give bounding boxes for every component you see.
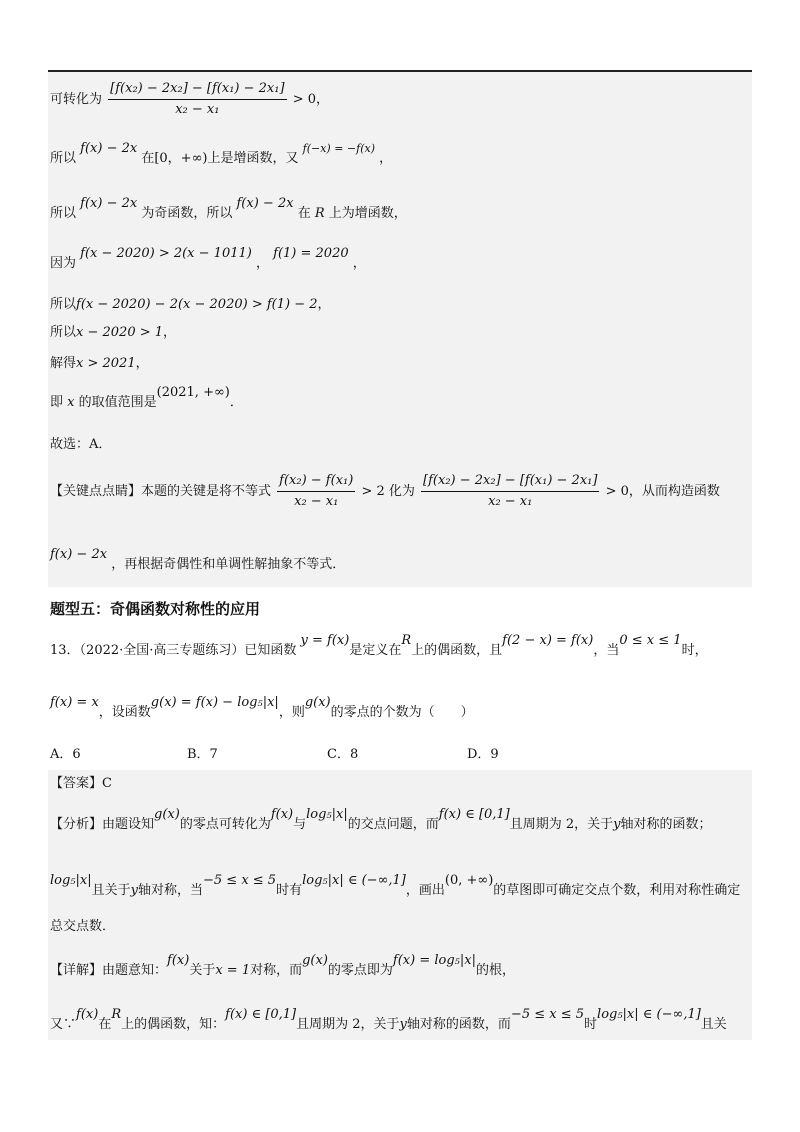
text: 所以 [50,206,77,221]
math: f(x) [270,807,294,822]
text: 的零点即为 [327,963,393,978]
text: ， [255,256,269,271]
math: log₅|x| [306,807,348,822]
text: 【答案】C [50,776,112,791]
text: ，设函数 [98,705,151,720]
text: 为奇函数，所以 [141,206,233,221]
math: f(−x) = −f(x) [302,142,375,155]
text: 上的偶函数，且 [411,643,503,658]
fraction-denominator: x₂ − x₁ [488,494,533,509]
analysis-line-2 [50,873,741,900]
math: f(x) − 2x [80,141,138,156]
text: ， [135,356,149,371]
text: 在[0，+∞)上是增函数，又 [141,151,299,166]
fraction-denominator: x₂ − x₁ [294,494,339,509]
solution-line-2 [50,141,393,168]
math: R [314,206,325,221]
math: f(1) = 2020 [273,246,349,261]
math: x − 2020 > 1 [76,325,164,340]
text: 上的偶函数，知： [121,1017,226,1032]
math: R [401,633,412,648]
text: 解得 [50,356,77,371]
text: 所以 [50,297,77,312]
option-b: B．7 [187,747,218,762]
text: 且关 [700,1017,727,1032]
text: ． [229,395,243,410]
section-heading: 题型五：奇偶函数对称性的应用 [50,600,261,618]
text: 【关键点点睛】本题的关键是将不等式 [50,484,272,499]
text: 且周期为 2，关于 [296,1017,400,1032]
option-c: C．8 [327,747,359,762]
math: f(2 − x) = f(x) [502,633,594,648]
solution-line-5 [50,296,331,314]
fraction-numerator: f(x₂) − f(x₁) [277,472,355,492]
text: 可转化为 [50,92,103,107]
math: f(x − 2020) − 2(x − 2020) > f(1) − 2 [76,297,318,312]
text: 时 [584,1017,598,1032]
text: 所以 [50,151,77,166]
text: 因为 [50,256,77,271]
math: f(x) ∈ [0,1] [225,1007,297,1022]
text: 的根， [475,963,515,978]
math: > 0 [605,484,629,499]
math: g(x) [304,695,331,710]
math: f(x − 2020) > 2(x − 1011) [80,246,252,261]
fraction [421,472,599,511]
math: y = f(x) [300,633,350,648]
text: 轴对称的函数； [620,817,712,832]
math: y [399,1017,407,1032]
math: −5 ≤ x ≤ 5 [203,873,277,888]
text: 【分析】由题设知 [50,817,155,832]
text: 又∵ [50,1017,77,1032]
math: g(x) [302,953,328,968]
text: 在 [297,206,311,221]
text: 故选：A． [50,437,112,452]
math: g(x) [154,807,180,822]
math: f(x) = x [50,695,99,710]
inequality: > 0， [292,92,329,107]
math: R [111,1007,122,1022]
problem-line-2 [50,695,474,722]
fraction-numerator: [f(x₂) − 2x₂] − [f(x₁) − 2x₁] [421,472,599,492]
solution-line-1 [50,80,329,119]
option-d: D．9 [467,747,499,762]
math: (2021, +∞) [156,385,230,400]
text: 时有 [276,883,303,898]
text: 是定义在 [349,643,402,658]
answer-label [50,775,112,793]
text: 【详解】由题意知： [50,963,168,978]
text: 的取值范围是 [78,395,157,410]
text: 的交点问题，而 [347,817,439,832]
math: 0 ≤ x ≤ 1 [619,633,682,648]
math: −5 ≤ x ≤ 5 [510,1007,585,1022]
solution-line-4 [50,246,366,273]
math: > 2 [361,484,385,499]
analysis-line-3 [50,918,115,936]
fraction-numerator: [f(x₂) − 2x₂] − [f(x₁) − 2x₁] [108,80,286,100]
math: log₅|x| ∈ (−∞,1] [597,1007,701,1022]
math: y [130,883,138,898]
text: ， [317,297,331,312]
text: ，当 [593,643,620,658]
math: f(x) − 2x [50,547,108,562]
math: x > 2021 [76,356,136,371]
analysis-line-1 [50,807,712,834]
text: 所以 [50,325,77,340]
solution-line-3 [50,196,407,223]
math: f(x) = log₅|x| [392,953,476,968]
text: 在 [98,1017,112,1032]
text: ，则 [278,705,305,720]
text: 对称，而 [250,963,303,978]
text: 上为增函数， [328,206,407,221]
math: x [67,395,75,410]
text: 的草图即可确定交点个数，利用对称性确定 [493,883,741,898]
text: 与 [293,817,307,832]
text: 的零点可转化为 [179,817,271,832]
problem-line-1 [50,633,708,660]
text: 轴对称，当 [137,883,203,898]
math: log₅|x| ∈ (−∞,1] [302,873,406,888]
text: 且周期为 2，关于 [509,817,614,832]
solution-line-9 [50,436,111,454]
math: log₅|x| [50,873,92,888]
text: ， [379,151,393,166]
text: ， [352,256,366,271]
detail-line-1 [50,953,515,980]
text: 且关于 [91,883,131,898]
text: ，从而构造函数 [628,484,720,499]
text: 的零点的个数为（ ） [330,705,474,720]
math: f(x) ∈ [0,1] [438,807,510,822]
fraction [277,472,355,511]
math: x = 1 [215,963,251,978]
text: 时， [681,643,708,658]
math: f(x) [167,953,190,968]
math: (0, +∞) [444,873,494,888]
text: 轴对称的函数，而 [406,1017,511,1032]
math: f(x) − 2x [80,196,138,211]
key-point-line-2 [50,547,346,574]
text: ， [163,325,177,340]
text: 总交点数． [50,919,116,934]
option-a: A．6 [50,747,81,762]
solution-line-7 [50,355,149,373]
math: f(x) [76,1007,99,1022]
detail-line-2 [50,1007,727,1034]
fraction-denominator: x₂ − x₁ [175,102,220,117]
text: 化为 [388,484,415,499]
solution-line-8 [50,385,243,412]
key-point-line [50,472,720,511]
text: ，画出 [405,883,445,898]
text: ，再根据奇偶性和单调性解抽象不等式． [111,557,346,572]
text: 关于 [189,963,216,978]
math: g(x) = f(x) − log₅|x| [150,695,279,710]
math: f(x) − 2x [236,196,294,211]
solution-line-6 [50,324,176,342]
text: 即 [50,395,64,410]
math: y [613,817,621,832]
fraction [108,80,286,119]
text: 13．（2022·全国·高三专题练习）已知函数 [50,643,297,658]
